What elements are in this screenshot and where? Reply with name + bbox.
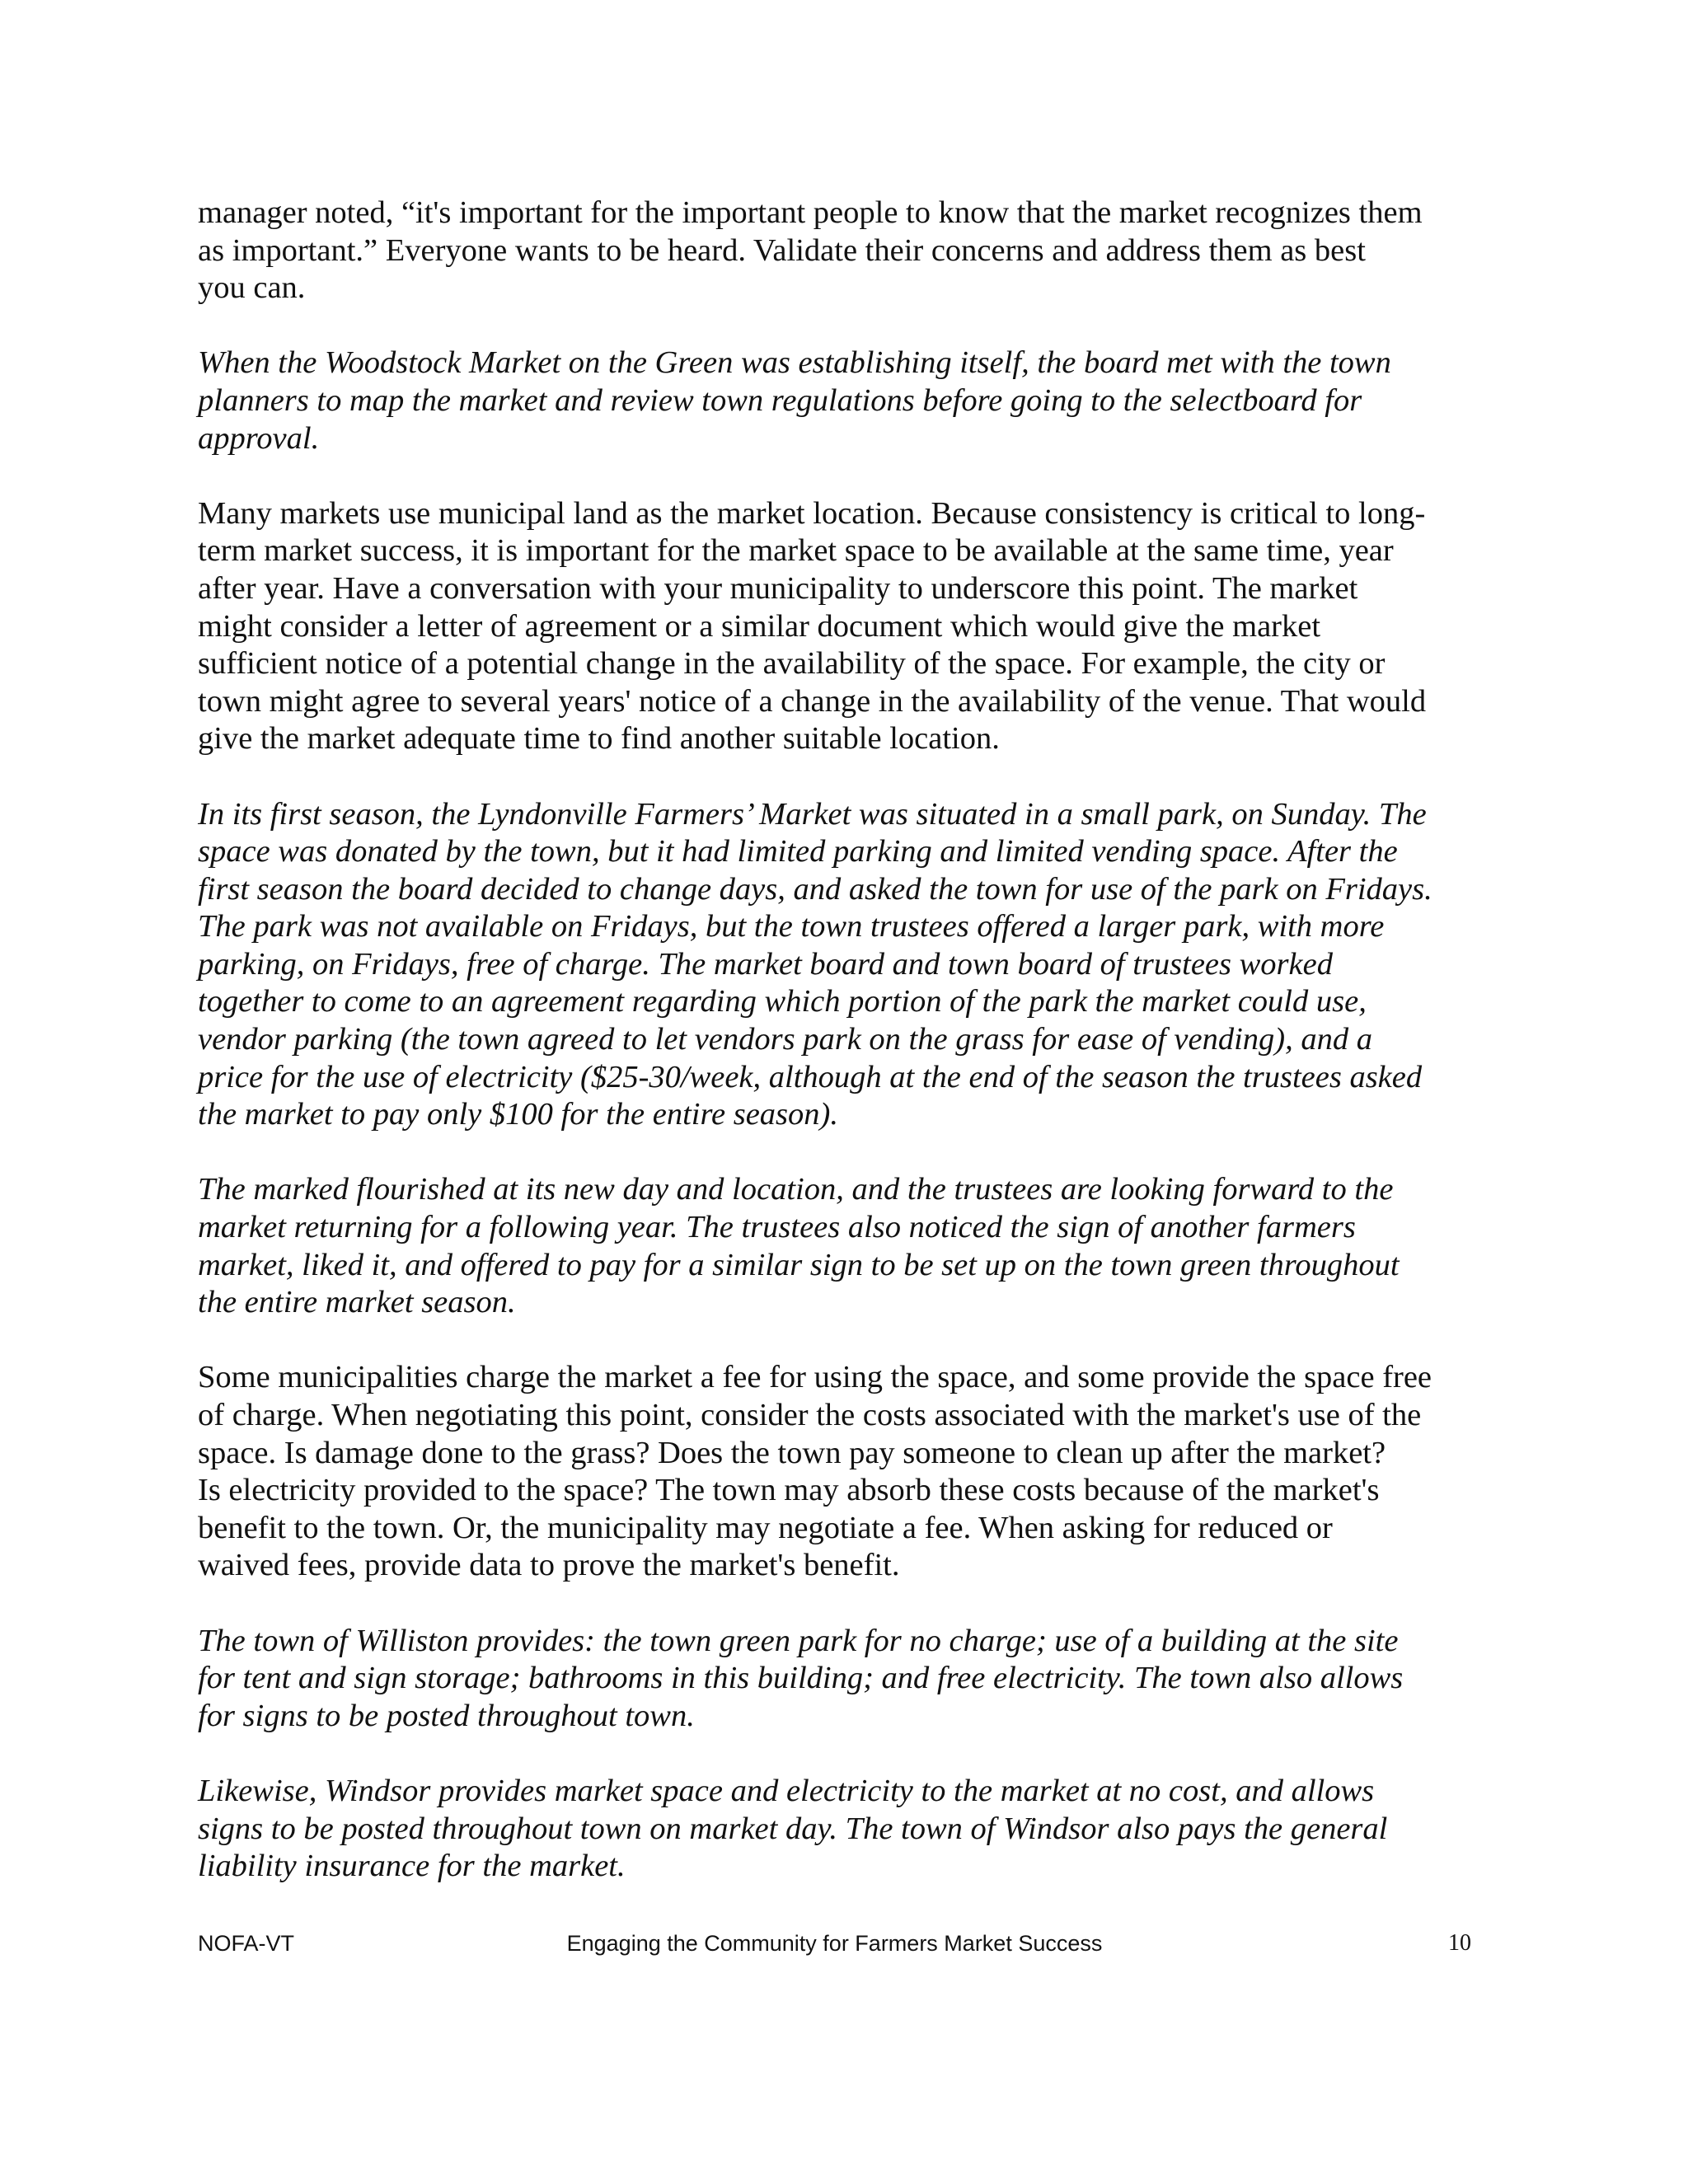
body-text [198, 194, 1484, 1923]
paragraph-manager-quote: manager noted, “it's important for the important people to know that the market recognizes them as important.” Everyone wants to be heard. Validate their concerns and address them as best you can. [198, 195, 1423, 306]
page-footer [198, 1927, 1471, 1960]
paragraph-lyndonville-example: In its first season, the Lyndonville Farmers’ Market was situated in a small park, on Sunday. The space was donated by the town, but it had limited parking and limited vending space. After the first season the board decided to change days, and asked the town for use of the park on Fridays. The park was not available on Fridays, but the town trustees offered a larger park, with more parking, on Fridays, free of charge. The market board and town board of trustees worked together to come to an agreement regarding which portion of the park the market could use, vendor parking (the town agreed to let vendors park on the grass for ease of vending), and a price for the use of electricity ($25-30/week, although at the end of the season the trustees asked the market to pay only $100 for the entire season). [198, 796, 1432, 1132]
paragraph-windsor-example: Likewise, Windsor provides market space and electricity to the market at no cost, and allows signs to be posted throughout town on market day. The town of Windsor also pays the general liability insurance for the market. [198, 1773, 1388, 1884]
footer-page-number: 10 [1448, 1930, 1471, 1956]
paragraph-municipal-fees: Some municipalities charge the market a fee for using the space, and some provide the space free of charge. When negotiating this point, consider the costs associated with the market's use of the space. Is damage done to the grass? Does the town pay someone to clean up after the market? Is electricity provided to the space? The town may absorb these costs because of the market's benefit to the town. Or, the municipality may negotiate a fee. When asking for reduced or waived fees, provide data to prove the market's benefit. [198, 1360, 1432, 1583]
paragraph-lyndonville-outcome: The marked flourished at its new day and location, and the trustees are looking forward to the market returning for a following year. The trustees also noticed the sign of another farmers market, liked it, and offered to pay for a similar sign to be set up on the town green throughout the entire market season. [198, 1172, 1400, 1320]
paragraph-woodstock-example: When the Woodstock Market on the Green was establishing itself, the board met with the town planners to map the market and review town regulations before going to the selectboard for approval. [198, 345, 1391, 456]
footer-document-title: Engaging the Community for Farmers Market Success [566, 1931, 1103, 1956]
footer-organization: NOFA-VT [198, 1931, 295, 1956]
paragraph-municipal-land: Many markets use municipal land as the market location. Because consistency is critical to long- term market success, it is important for the market space to be available at the same time, year after year. Have a conversation with your municipality to underscore this point. The market might consider a letter of agreement or a similar document which would give the market sufficient notice of a potential change in the availability of the space. For example, the city or town might agree to several years' notice of a change in the availability of the venue. That would give the market adequate time to find another suitable location. [198, 495, 1427, 757]
paragraph-williston-example: The town of Williston provides: the town green park for no charge; use of a building at the site for tent and sign storage; bathrooms in this building; and free electricity. The town also allows for signs to be posted throughout town. [198, 1623, 1404, 1733]
